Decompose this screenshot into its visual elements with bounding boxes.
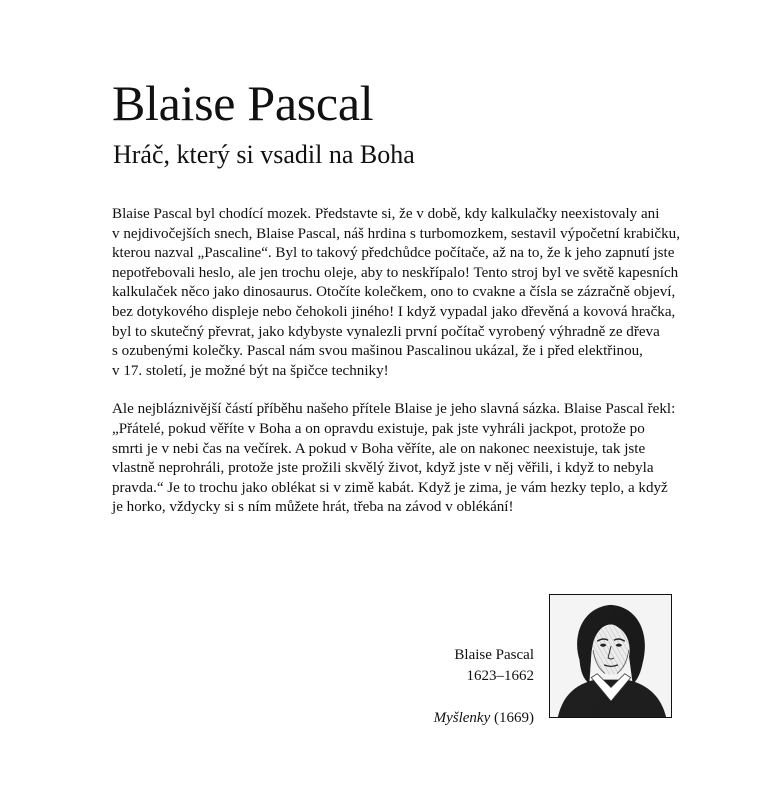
text-line: kalkulaček něco jako dinosaurus. Otočíte kolečkem, ono to cvakne a čísla se zázračně objeví, bbox=[112, 284, 676, 301]
text-line: v 17. století, je možné být na špičce techniky! bbox=[112, 362, 389, 379]
text-line: bez dotykového displeje nebo čehokoli jiného! I když vypadal jako dřevěná a kovová hračka, bbox=[112, 303, 676, 320]
page-title: Blaise Pascal bbox=[112, 75, 374, 131]
text-line: Ale nejbláznivější částí příběhu našeho přítele Blaise je jeho slavná sázka. Blaise Pascal řekl: bbox=[112, 401, 676, 418]
text-line: v nejdivočejších snech, Blaise Pascal, náš hrdina s turbomozkem, sestavil výpočetní krabičku, bbox=[112, 225, 680, 242]
portrait-caption bbox=[434, 645, 534, 729]
text-line: nepotřebovali heslo, ale jen trochu oleje, aby to neskřípalo! Tento stroj byl ve světě kapesních bbox=[112, 264, 679, 281]
text-line: „Přátelé, pokud věříte v Boha a on opravdu existuje, pak jste vyhráli jackpot, protože po bbox=[112, 420, 645, 437]
article-body bbox=[112, 205, 680, 518]
text-line: smrti je v nebi čas na večírek. A pokud v Boha věříte, ale on nakonec neexistuje, tak jste bbox=[112, 440, 646, 457]
text-line: kterou nazval „Pascaline“. Byl to takový předchůdce počítače, až na to, že k jeho zapnutí jste bbox=[112, 245, 675, 262]
text-line: vlastně neprohráli, protože jste prožili skvělý život, když jste v něj věřili, i když to nebyla bbox=[112, 460, 654, 477]
work-year: (1669) bbox=[490, 710, 534, 726]
pascal-portrait bbox=[549, 594, 672, 718]
text-line: je horko, vždycky si s ním můžete hrát, třeba na závod v oblékání! bbox=[112, 499, 514, 516]
text-line: s ozubenými kolečky. Pascal nám svou mašinou Pascalinou ukázal, že i před elektřinou, bbox=[112, 343, 643, 360]
caption-name: Blaise Pascal bbox=[454, 647, 534, 663]
text-line: Blaise Pascal byl chodící mozek. Představte si, že v době, kdy kalkulačky neexistovaly ani bbox=[112, 206, 660, 222]
caption-work bbox=[434, 708, 534, 729]
work-title: Myšlenky bbox=[433, 710, 491, 726]
caption-years: 1623–1662 bbox=[466, 667, 534, 684]
page-subtitle: Hráč, který si vsadil na Boha bbox=[113, 140, 415, 169]
portrait-engraving-icon bbox=[550, 595, 671, 717]
text-line: byl to skutečný převrat, jako kdybyste vynalezli první počítač vyrobený výhradně ze dřeva bbox=[112, 323, 660, 340]
text-line: pravda.“ Je to trochu jako oblékat si v zimě kabát. Když je zima, je vám hezky teplo, a když bbox=[112, 479, 668, 496]
paragraph-wager bbox=[112, 400, 676, 518]
paragraph-pascaline bbox=[112, 205, 680, 381]
